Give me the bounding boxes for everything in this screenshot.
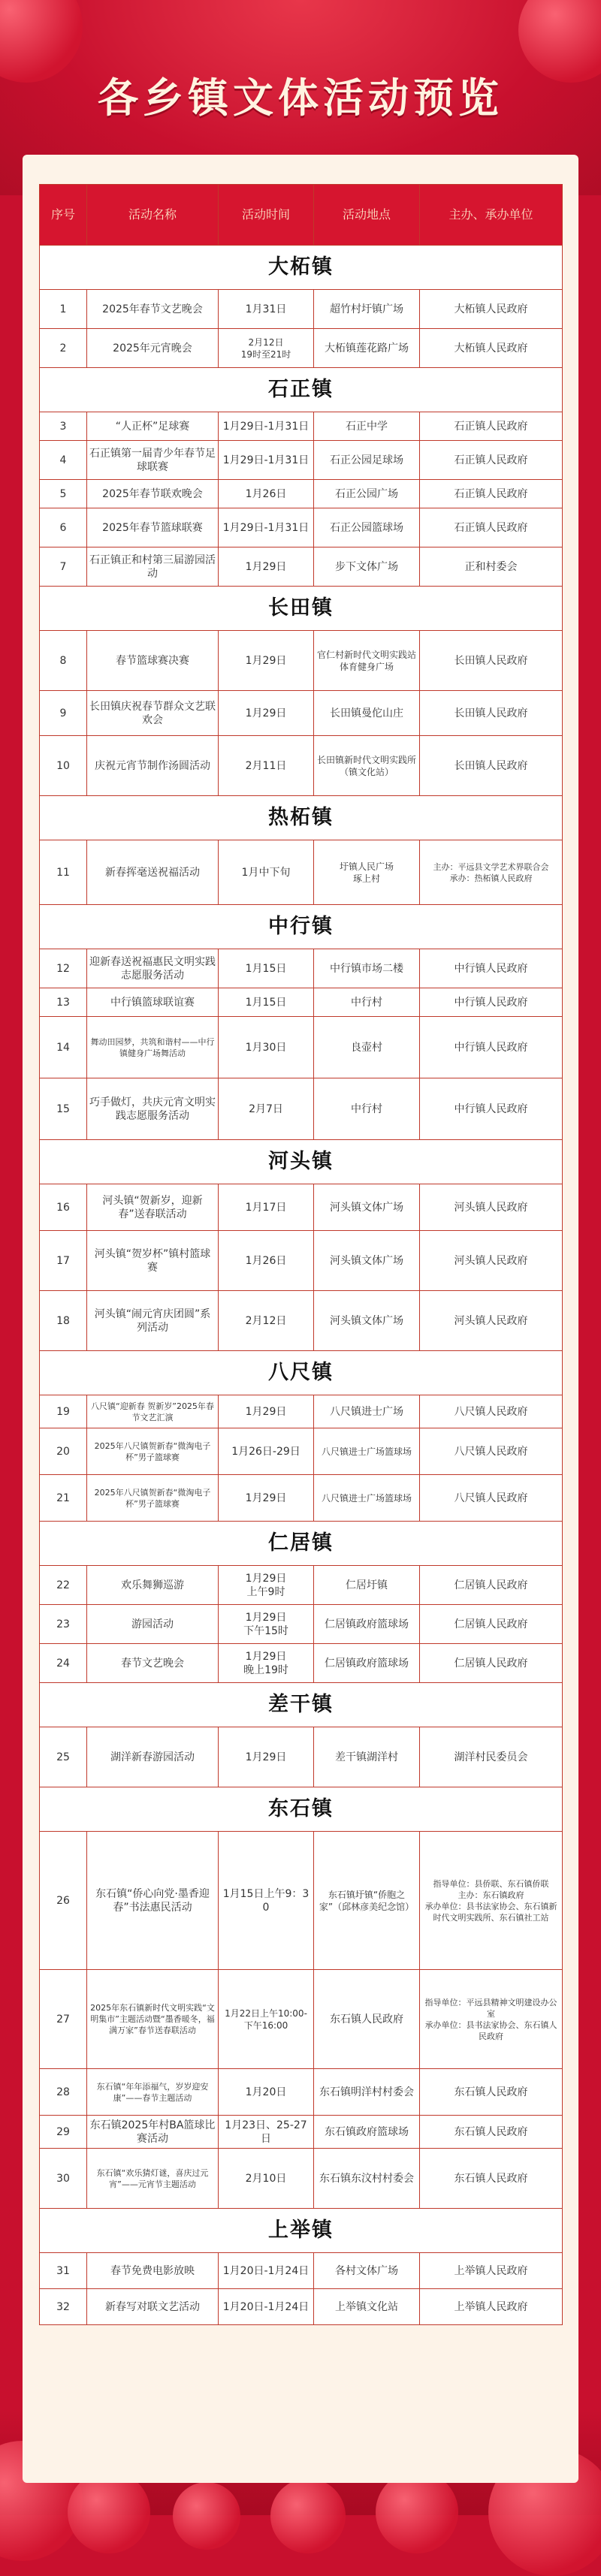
town-name: 石正镇 <box>40 368 563 412</box>
cell-activity-name: 东石镇“侨心向党·墨香迎春”书法惠民活动 <box>87 1832 219 1970</box>
table-row <box>40 1475 563 1522</box>
cell-activity-name: 东石镇“欢乐猜灯谜，喜庆过元宵”——元宵节主题活动 <box>87 2149 219 2209</box>
cell-activity-place: 石正公园足球场 <box>314 441 420 480</box>
cell-organizer: 东石镇人民政府 <box>420 2149 563 2209</box>
cell-organizer: 河头镇人民政府 <box>420 1291 563 1351</box>
cell-organizer: 仁居镇人民政府 <box>420 1605 563 1644</box>
cell-organizer: 湖洋村民委员会 <box>420 1727 563 1787</box>
table-row <box>40 412 563 441</box>
cell-organizer: 八尺镇人民政府 <box>420 1395 563 1428</box>
cell-activity-time: 1月29日 <box>219 691 314 736</box>
decor-balloon <box>376 2471 458 2553</box>
cell-activity-time: 1月29日 下午15时 <box>219 1605 314 1644</box>
cell-activity-time: 1月31日 <box>219 290 314 329</box>
cell-organizer: 石正镇人民政府 <box>420 480 563 508</box>
cell-activity-name: 舞动田园梦，共筑和谐村——中行镇健身广场舞活动 <box>87 1017 219 1078</box>
cell-number: 20 <box>40 1428 87 1475</box>
cell-organizer: 长田镇人民政府 <box>420 691 563 736</box>
table-row <box>40 1184 563 1231</box>
cell-organizer: 仁居镇人民政府 <box>420 1644 563 1683</box>
cell-number: 21 <box>40 1475 87 1522</box>
cell-number: 10 <box>40 736 87 796</box>
table-row <box>40 1727 563 1787</box>
cell-activity-place: 仁居圩镇 <box>314 1566 420 1605</box>
cell-number: 22 <box>40 1566 87 1605</box>
cell-number: 32 <box>40 2289 87 2325</box>
cell-number: 4 <box>40 441 87 480</box>
town-name: 东石镇 <box>40 1787 563 1832</box>
cell-organizer: 上举镇人民政府 <box>420 2253 563 2289</box>
cell-activity-time: 1月29日-1月31日 <box>219 412 314 441</box>
table-row <box>40 1291 563 1351</box>
cell-number: 17 <box>40 1231 87 1291</box>
table-row <box>40 329 563 368</box>
cell-organizer: 大柘镇人民政府 <box>420 329 563 368</box>
cell-activity-place: 东石镇政府篮球场 <box>314 2116 420 2149</box>
town-name: 长田镇 <box>40 587 563 631</box>
cell-activity-name: 东石镇“年年添福气，岁岁迎安康”——春节主题活动 <box>87 2069 219 2116</box>
cell-activity-name: 巧手做灯，共庆元宵文明实践志愿服务活动 <box>87 1078 219 1140</box>
table-row <box>40 1832 563 1970</box>
cell-activity-time: 1月23日、25-27日 <box>219 2116 314 2149</box>
table-row <box>40 441 563 480</box>
cell-number: 16 <box>40 1184 87 1231</box>
cell-number: 26 <box>40 1832 87 1970</box>
cell-organizer: 八尺镇人民政府 <box>420 1428 563 1475</box>
cell-activity-place: 河头镇文体广场 <box>314 1184 420 1231</box>
table-row <box>40 1428 563 1475</box>
cell-activity-name: 游园活动 <box>87 1605 219 1644</box>
cell-number: 23 <box>40 1605 87 1644</box>
decor-balloon <box>68 2471 150 2553</box>
cell-activity-place: 中行村 <box>314 1078 420 1140</box>
cell-activity-place: 仁居镇政府篮球场 <box>314 1644 420 1683</box>
town-name: 热柘镇 <box>40 796 563 840</box>
town-section-header <box>40 2209 563 2253</box>
cell-activity-place: 超竹村圩镇广场 <box>314 290 420 329</box>
cell-activity-name: 庆祝元宵节制作汤圆活动 <box>87 736 219 796</box>
cell-activity-name: 欢乐舞狮巡游 <box>87 1566 219 1605</box>
cell-activity-time: 1月29日 上午9时 <box>219 1566 314 1605</box>
cell-activity-name: 2025年春节文艺晚会 <box>87 290 219 329</box>
cell-activity-name: 河头镇“贺新岁，迎新春”送春联活动 <box>87 1184 219 1231</box>
cell-activity-time: 1月20日-1月24日 <box>219 2253 314 2289</box>
cell-activity-time: 1月26日-29日 <box>219 1428 314 1475</box>
table-row <box>40 2116 563 2149</box>
table-row <box>40 631 563 691</box>
cell-number: 8 <box>40 631 87 691</box>
town-name: 仁居镇 <box>40 1522 563 1566</box>
cell-activity-time: 1月15日 <box>219 988 314 1017</box>
cell-organizer: 正和村委会 <box>420 547 563 587</box>
town-section-header <box>40 905 563 949</box>
table-row <box>40 1605 563 1644</box>
table-row <box>40 290 563 329</box>
cell-activity-time: 1月29日 晚上19时 <box>219 1644 314 1683</box>
town-name: 河头镇 <box>40 1140 563 1184</box>
cell-number: 12 <box>40 949 87 988</box>
cell-number: 1 <box>40 290 87 329</box>
cell-organizer: 指导单位：县侨联、东石镇侨联 主办：东石镇政府 承办单位：县书法家协会、东石镇新时代文明实践所、东石镇社工站 <box>420 1832 563 1970</box>
cell-activity-name: 东石镇2025年村BA篮球比赛活动 <box>87 2116 219 2149</box>
table-row <box>40 547 563 587</box>
cell-activity-name: “人正杯”足球赛 <box>87 412 219 441</box>
town-name: 大柘镇 <box>40 246 563 290</box>
cell-activity-place: 中行镇市场二楼 <box>314 949 420 988</box>
cell-activity-time: 2月7日 <box>219 1078 314 1140</box>
cell-activity-name: 春节篮球赛决赛 <box>87 631 219 691</box>
cell-activity-time: 1月中下旬 <box>219 840 314 905</box>
cell-number: 24 <box>40 1644 87 1683</box>
cell-activity-name: 2025年元宵晚会 <box>87 329 219 368</box>
cell-activity-place: 长田镇曼佗山庄 <box>314 691 420 736</box>
cell-organizer: 石正镇人民政府 <box>420 412 563 441</box>
table-row <box>40 736 563 796</box>
cell-activity-time: 2月12日 <box>219 1291 314 1351</box>
cell-activity-place: 仁居镇政府篮球场 <box>314 1605 420 1644</box>
cell-organizer: 石正镇人民政府 <box>420 441 563 480</box>
table-row <box>40 2253 563 2289</box>
cell-organizer: 东石镇人民政府 <box>420 2069 563 2116</box>
table-row <box>40 2069 563 2116</box>
activity-table <box>39 184 563 2325</box>
table-row <box>40 1644 563 1683</box>
col-header: 活动地点 <box>314 185 420 246</box>
cell-activity-place: 八尺镇进士广场 <box>314 1395 420 1428</box>
table-row <box>40 1231 563 1291</box>
cell-activity-name: 新春挥毫送祝福活动 <box>87 840 219 905</box>
cell-activity-time: 1月29日 <box>219 631 314 691</box>
cell-organizer: 大柘镇人民政府 <box>420 290 563 329</box>
cell-activity-time: 2月11日 <box>219 736 314 796</box>
cell-number: 14 <box>40 1017 87 1078</box>
table-row <box>40 1566 563 1605</box>
cell-activity-time: 1月29日 <box>219 1475 314 1522</box>
table-row <box>40 949 563 988</box>
town-section-header <box>40 587 563 631</box>
cell-activity-place: 长田镇新时代文明实践所 （镇文化站） <box>314 736 420 796</box>
cell-activity-place: 河头镇文体广场 <box>314 1291 420 1351</box>
town-section-header <box>40 1522 563 1566</box>
cell-number: 2 <box>40 329 87 368</box>
cell-activity-name: 新春写对联文艺活动 <box>87 2289 219 2325</box>
town-section-header <box>40 368 563 412</box>
cell-activity-time: 2月12日 19时至21时 <box>219 329 314 368</box>
cell-activity-time: 1月20日 <box>219 2069 314 2116</box>
cell-activity-name: 长田镇庆祝春节群众文艺联欢会 <box>87 691 219 736</box>
cell-activity-time: 1月15日上午9：30 <box>219 1832 314 1970</box>
cell-organizer: 河头镇人民政府 <box>420 1231 563 1291</box>
cell-activity-name: 八尺镇“迎新春 贺新岁”2025年春节文艺汇演 <box>87 1395 219 1428</box>
cell-activity-time: 1月20日-1月24日 <box>219 2289 314 2325</box>
cell-activity-place: 中行村 <box>314 988 420 1017</box>
cell-activity-name: 春节免费电影放映 <box>87 2253 219 2289</box>
cell-activity-name: 石正镇第一届青少年春节足球联赛 <box>87 441 219 480</box>
cell-organizer: 中行镇人民政府 <box>420 949 563 988</box>
cell-activity-place: 石正中学 <box>314 412 420 441</box>
town-section-header <box>40 796 563 840</box>
cell-activity-place: 东石镇东汶村村委会 <box>314 2149 420 2209</box>
cell-activity-name: 2025年东石镇新时代文明实践“文明集市”主题活动暨“墨香暖冬，福满万家”春节送春联活动 <box>87 1970 219 2069</box>
cell-number: 31 <box>40 2253 87 2289</box>
cell-activity-place: 石正公园广场 <box>314 480 420 508</box>
decor-balloon <box>173 2482 240 2550</box>
cell-organizer: 长田镇人民政府 <box>420 631 563 691</box>
cell-number: 28 <box>40 2069 87 2116</box>
cell-number: 27 <box>40 1970 87 2069</box>
cell-activity-time: 1月26日 <box>219 1231 314 1291</box>
cell-organizer: 主办：平远县文学艺术界联合会 承办：热柘镇人民政府 <box>420 840 563 905</box>
cell-number: 25 <box>40 1727 87 1787</box>
decor-balloon <box>270 2478 346 2553</box>
cell-number: 15 <box>40 1078 87 1140</box>
cell-activity-place: 东石镇圩镇“侨胞之家”（邱林彦美纪念馆） <box>314 1832 420 1970</box>
cell-activity-name: 河头镇“贺岁杯”镇村篮球赛 <box>87 1231 219 1291</box>
table-body <box>40 246 563 2325</box>
table-row <box>40 1395 563 1428</box>
cell-activity-time: 1月29日-1月31日 <box>219 508 314 547</box>
cell-activity-place: 东石镇明洋村村委会 <box>314 2069 420 2116</box>
cell-activity-name: 河头镇“闹元宵庆团圆”系列活动 <box>87 1291 219 1351</box>
cell-number: 13 <box>40 988 87 1017</box>
cell-activity-name: 中行镇篮球联谊赛 <box>87 988 219 1017</box>
cell-organizer: 河头镇人民政府 <box>420 1184 563 1231</box>
cell-organizer: 东石镇人民政府 <box>420 2116 563 2149</box>
cell-activity-time: 1月29日 <box>219 547 314 587</box>
cell-activity-time: 1月29日 <box>219 1727 314 1787</box>
cell-activity-place: 圩镇人民广场 琢上村 <box>314 840 420 905</box>
cell-activity-time: 1月29日 <box>219 1395 314 1428</box>
cell-activity-time: 1月29日-1月31日 <box>219 441 314 480</box>
cell-organizer: 八尺镇人民政府 <box>420 1475 563 1522</box>
cell-activity-name: 迎新春送祝福惠民文明实践志愿服务活动 <box>87 949 219 988</box>
cell-activity-place: 上举镇文化站 <box>314 2289 420 2325</box>
cell-activity-name: 2025年春节篮球联赛 <box>87 508 219 547</box>
cell-organizer: 长田镇人民政府 <box>420 736 563 796</box>
cell-activity-place: 各村文体广场 <box>314 2253 420 2289</box>
town-name: 差干镇 <box>40 1683 563 1727</box>
cell-organizer: 上举镇人民政府 <box>420 2289 563 2325</box>
cell-activity-time: 1月22日上午10:00-下午16:00 <box>219 1970 314 2069</box>
cell-activity-time: 2月10日 <box>219 2149 314 2209</box>
cell-activity-time: 1月26日 <box>219 480 314 508</box>
town-section-header <box>40 1351 563 1395</box>
cell-organizer: 石正镇人民政府 <box>420 508 563 547</box>
cell-organizer: 中行镇人民政府 <box>420 1017 563 1078</box>
table-header-row <box>40 185 563 246</box>
table-row <box>40 1078 563 1140</box>
table-row <box>40 988 563 1017</box>
town-section-header <box>40 1140 563 1184</box>
cell-number: 9 <box>40 691 87 736</box>
cell-activity-name: 湖洋新春游园活动 <box>87 1727 219 1787</box>
cell-activity-name: 2025年八尺镇贺新春“微淘电子杯”男子篮球赛 <box>87 1428 219 1475</box>
cell-activity-place: 河头镇文体广场 <box>314 1231 420 1291</box>
col-header: 主办、承办单位 <box>420 185 563 246</box>
col-header: 活动名称 <box>87 185 219 246</box>
cell-activity-time: 1月17日 <box>219 1184 314 1231</box>
table-row <box>40 840 563 905</box>
town-section-header <box>40 1787 563 1832</box>
cell-activity-place: 八尺镇进士广场篮球场 <box>314 1428 420 1475</box>
table-row <box>40 480 563 508</box>
cell-activity-place: 差干镇湖洋村 <box>314 1727 420 1787</box>
cell-activity-name: 2025年春节联欢晚会 <box>87 480 219 508</box>
town-name: 上举镇 <box>40 2209 563 2253</box>
table-row <box>40 2149 563 2209</box>
cell-activity-place: 官仁村新时代文明实践站体育健身广场 <box>314 631 420 691</box>
town-name: 八尺镇 <box>40 1351 563 1395</box>
table-row <box>40 508 563 547</box>
table-row <box>40 1017 563 1078</box>
cell-activity-name: 2025年八尺镇贺新春“微淘电子杯”男子篮球赛 <box>87 1475 219 1522</box>
cell-organizer: 指导单位：平远县精神文明建设办公室 承办单位：县书法家协会、东石镇人民政府 <box>420 1970 563 2069</box>
cell-number: 11 <box>40 840 87 905</box>
cell-number: 30 <box>40 2149 87 2209</box>
page-title: 各乡镇文体活动预览 <box>98 74 503 122</box>
cell-activity-name: 石正镇正和村第三届游园活动 <box>87 547 219 587</box>
table-row <box>40 691 563 736</box>
cell-activity-place: 东石镇人民政府 <box>314 1970 420 2069</box>
table-row <box>40 1970 563 2069</box>
cell-number: 6 <box>40 508 87 547</box>
cell-number: 19 <box>40 1395 87 1428</box>
cell-number: 3 <box>40 412 87 441</box>
town-section-header <box>40 1683 563 1727</box>
cell-organizer: 仁居镇人民政府 <box>420 1566 563 1605</box>
town-name: 中行镇 <box>40 905 563 949</box>
cell-number: 5 <box>40 480 87 508</box>
cell-number: 29 <box>40 2116 87 2149</box>
cell-number: 7 <box>40 547 87 587</box>
cell-activity-place: 八尺镇进士广场篮球场 <box>314 1475 420 1522</box>
cell-activity-time: 1月30日 <box>219 1017 314 1078</box>
cell-activity-time: 1月15日 <box>219 949 314 988</box>
col-header: 活动时间 <box>219 185 314 246</box>
cell-organizer: 中行镇人民政府 <box>420 1078 563 1140</box>
cell-activity-place: 石正公园篮球场 <box>314 508 420 547</box>
col-header: 序号 <box>40 185 87 246</box>
cell-activity-place: 良壶村 <box>314 1017 420 1078</box>
cell-organizer: 中行镇人民政府 <box>420 988 563 1017</box>
town-section-header <box>40 246 563 290</box>
cell-number: 18 <box>40 1291 87 1351</box>
cell-activity-name: 春节文艺晚会 <box>87 1644 219 1683</box>
cell-activity-place: 大柘镇莲花路广场 <box>314 329 420 368</box>
table-row <box>40 2289 563 2325</box>
cell-activity-place: 步下文体广场 <box>314 547 420 587</box>
